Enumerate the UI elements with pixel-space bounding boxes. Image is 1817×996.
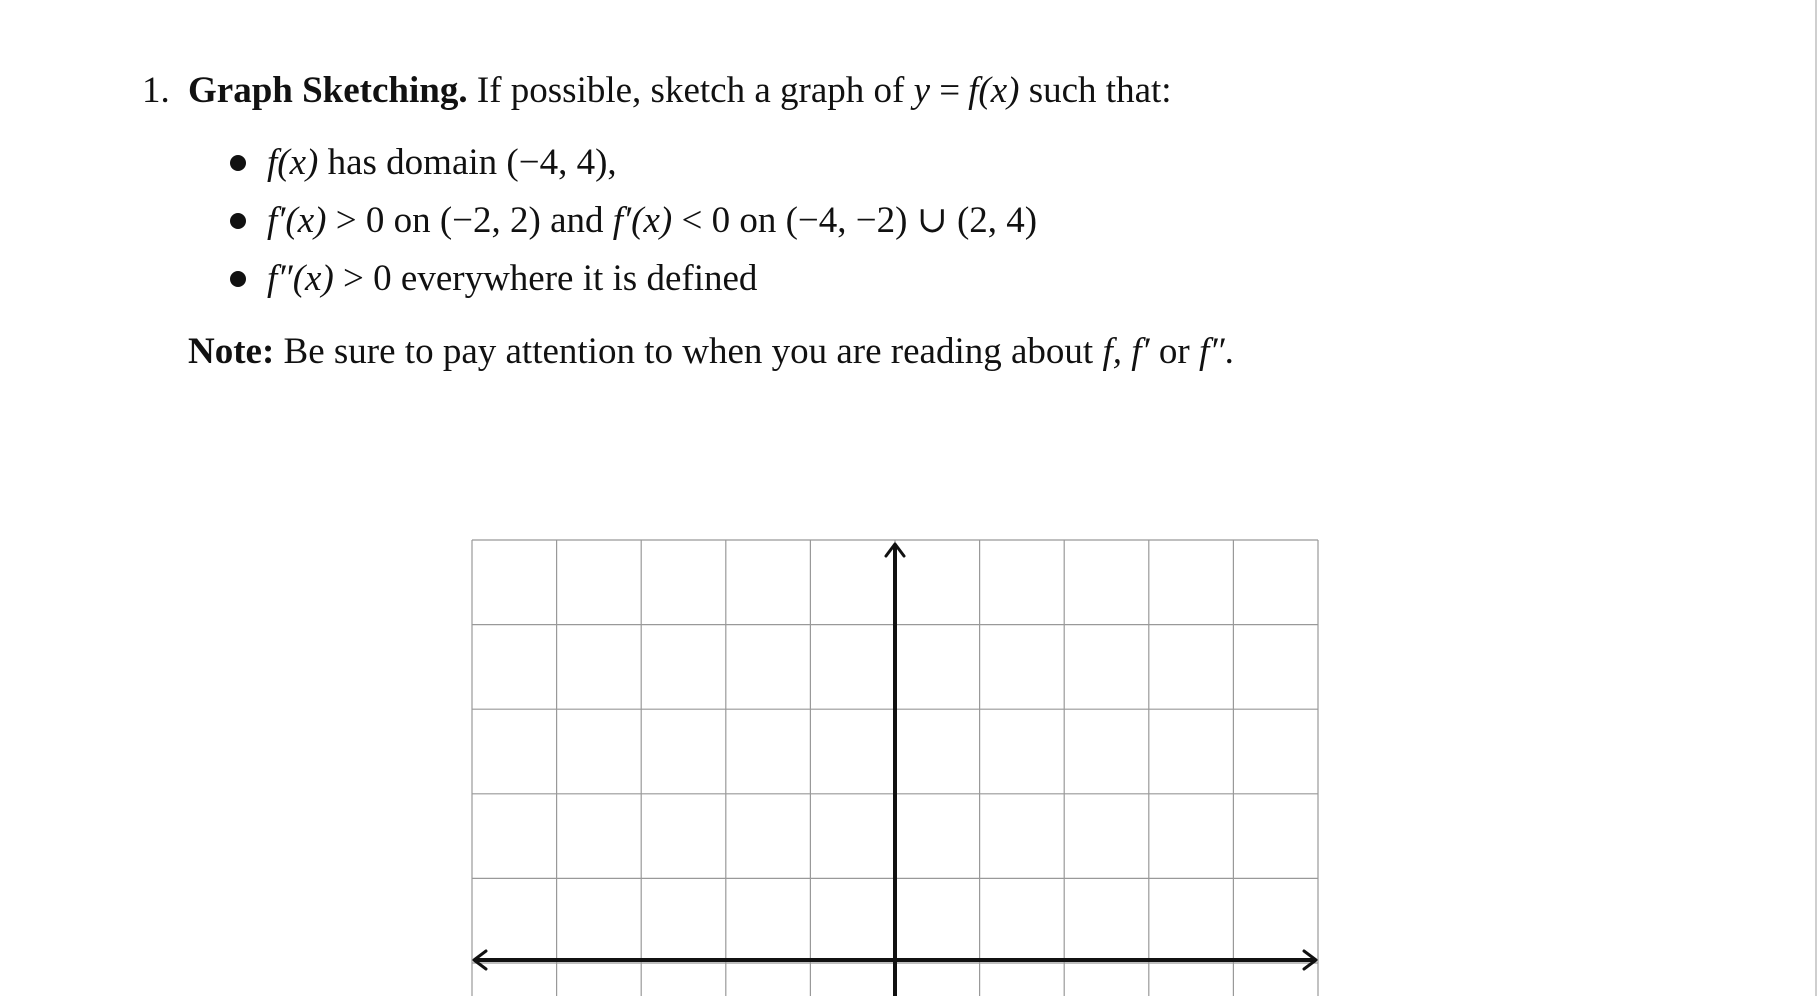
condition-fdouble-argument: (x) xyxy=(292,258,334,299)
condition-compare-2: < 0 xyxy=(681,200,731,241)
note-period: . xyxy=(1224,331,1234,372)
problem-number: 1. xyxy=(142,70,170,111)
condition-fprime-symbol-1: f′ xyxy=(267,200,286,241)
intro-f-symbol: f xyxy=(968,70,979,111)
note-label: Note: xyxy=(188,331,275,372)
intro-f-argument: (x) xyxy=(978,70,1020,111)
condition-compare-1: > 0 xyxy=(335,200,385,241)
note-text: Be sure to pay attention to when you are reading about xyxy=(283,331,1094,372)
problem-intro-suffix: such that: xyxy=(1028,70,1172,111)
condition-on-2: on xyxy=(739,200,777,241)
condition-domain-label: has domain xyxy=(327,142,498,183)
condition-f-symbol: f xyxy=(267,142,278,183)
intro-y-symbol: y xyxy=(913,70,930,111)
note-fprime-symbol: f′ xyxy=(1131,331,1150,372)
condition-fdouble-symbol: f″ xyxy=(267,258,293,299)
condition-on-1: on xyxy=(393,200,431,241)
note-f-symbol: f, xyxy=(1102,331,1122,372)
condition-domain-interval: (−4, 4), xyxy=(506,142,617,183)
condition-interval-2: (−4, −2) ∪ (2, 4) xyxy=(785,200,1038,241)
condition-fprime-symbol-2: f′ xyxy=(612,200,632,241)
condition-compare: > 0 xyxy=(343,258,392,299)
problem-title: Graph Sketching. xyxy=(188,70,468,111)
condition-everywhere: everywhere it is defined xyxy=(400,258,758,299)
axes xyxy=(474,544,1316,996)
condition-f-argument: (x) xyxy=(277,142,319,183)
note-fdouble-symbol: f″ xyxy=(1198,331,1225,372)
condition-and: and xyxy=(550,200,604,241)
note-or: or xyxy=(1158,331,1190,372)
condition-fprime-argument-2: (x) xyxy=(631,200,673,241)
intro-equals-sign: = xyxy=(939,70,961,111)
problem-intro: If possible, sketch a graph of xyxy=(476,70,905,111)
condition-fprime-argument-1: (x) xyxy=(285,200,327,241)
condition-interval-1: (−2, 2) xyxy=(439,200,541,241)
